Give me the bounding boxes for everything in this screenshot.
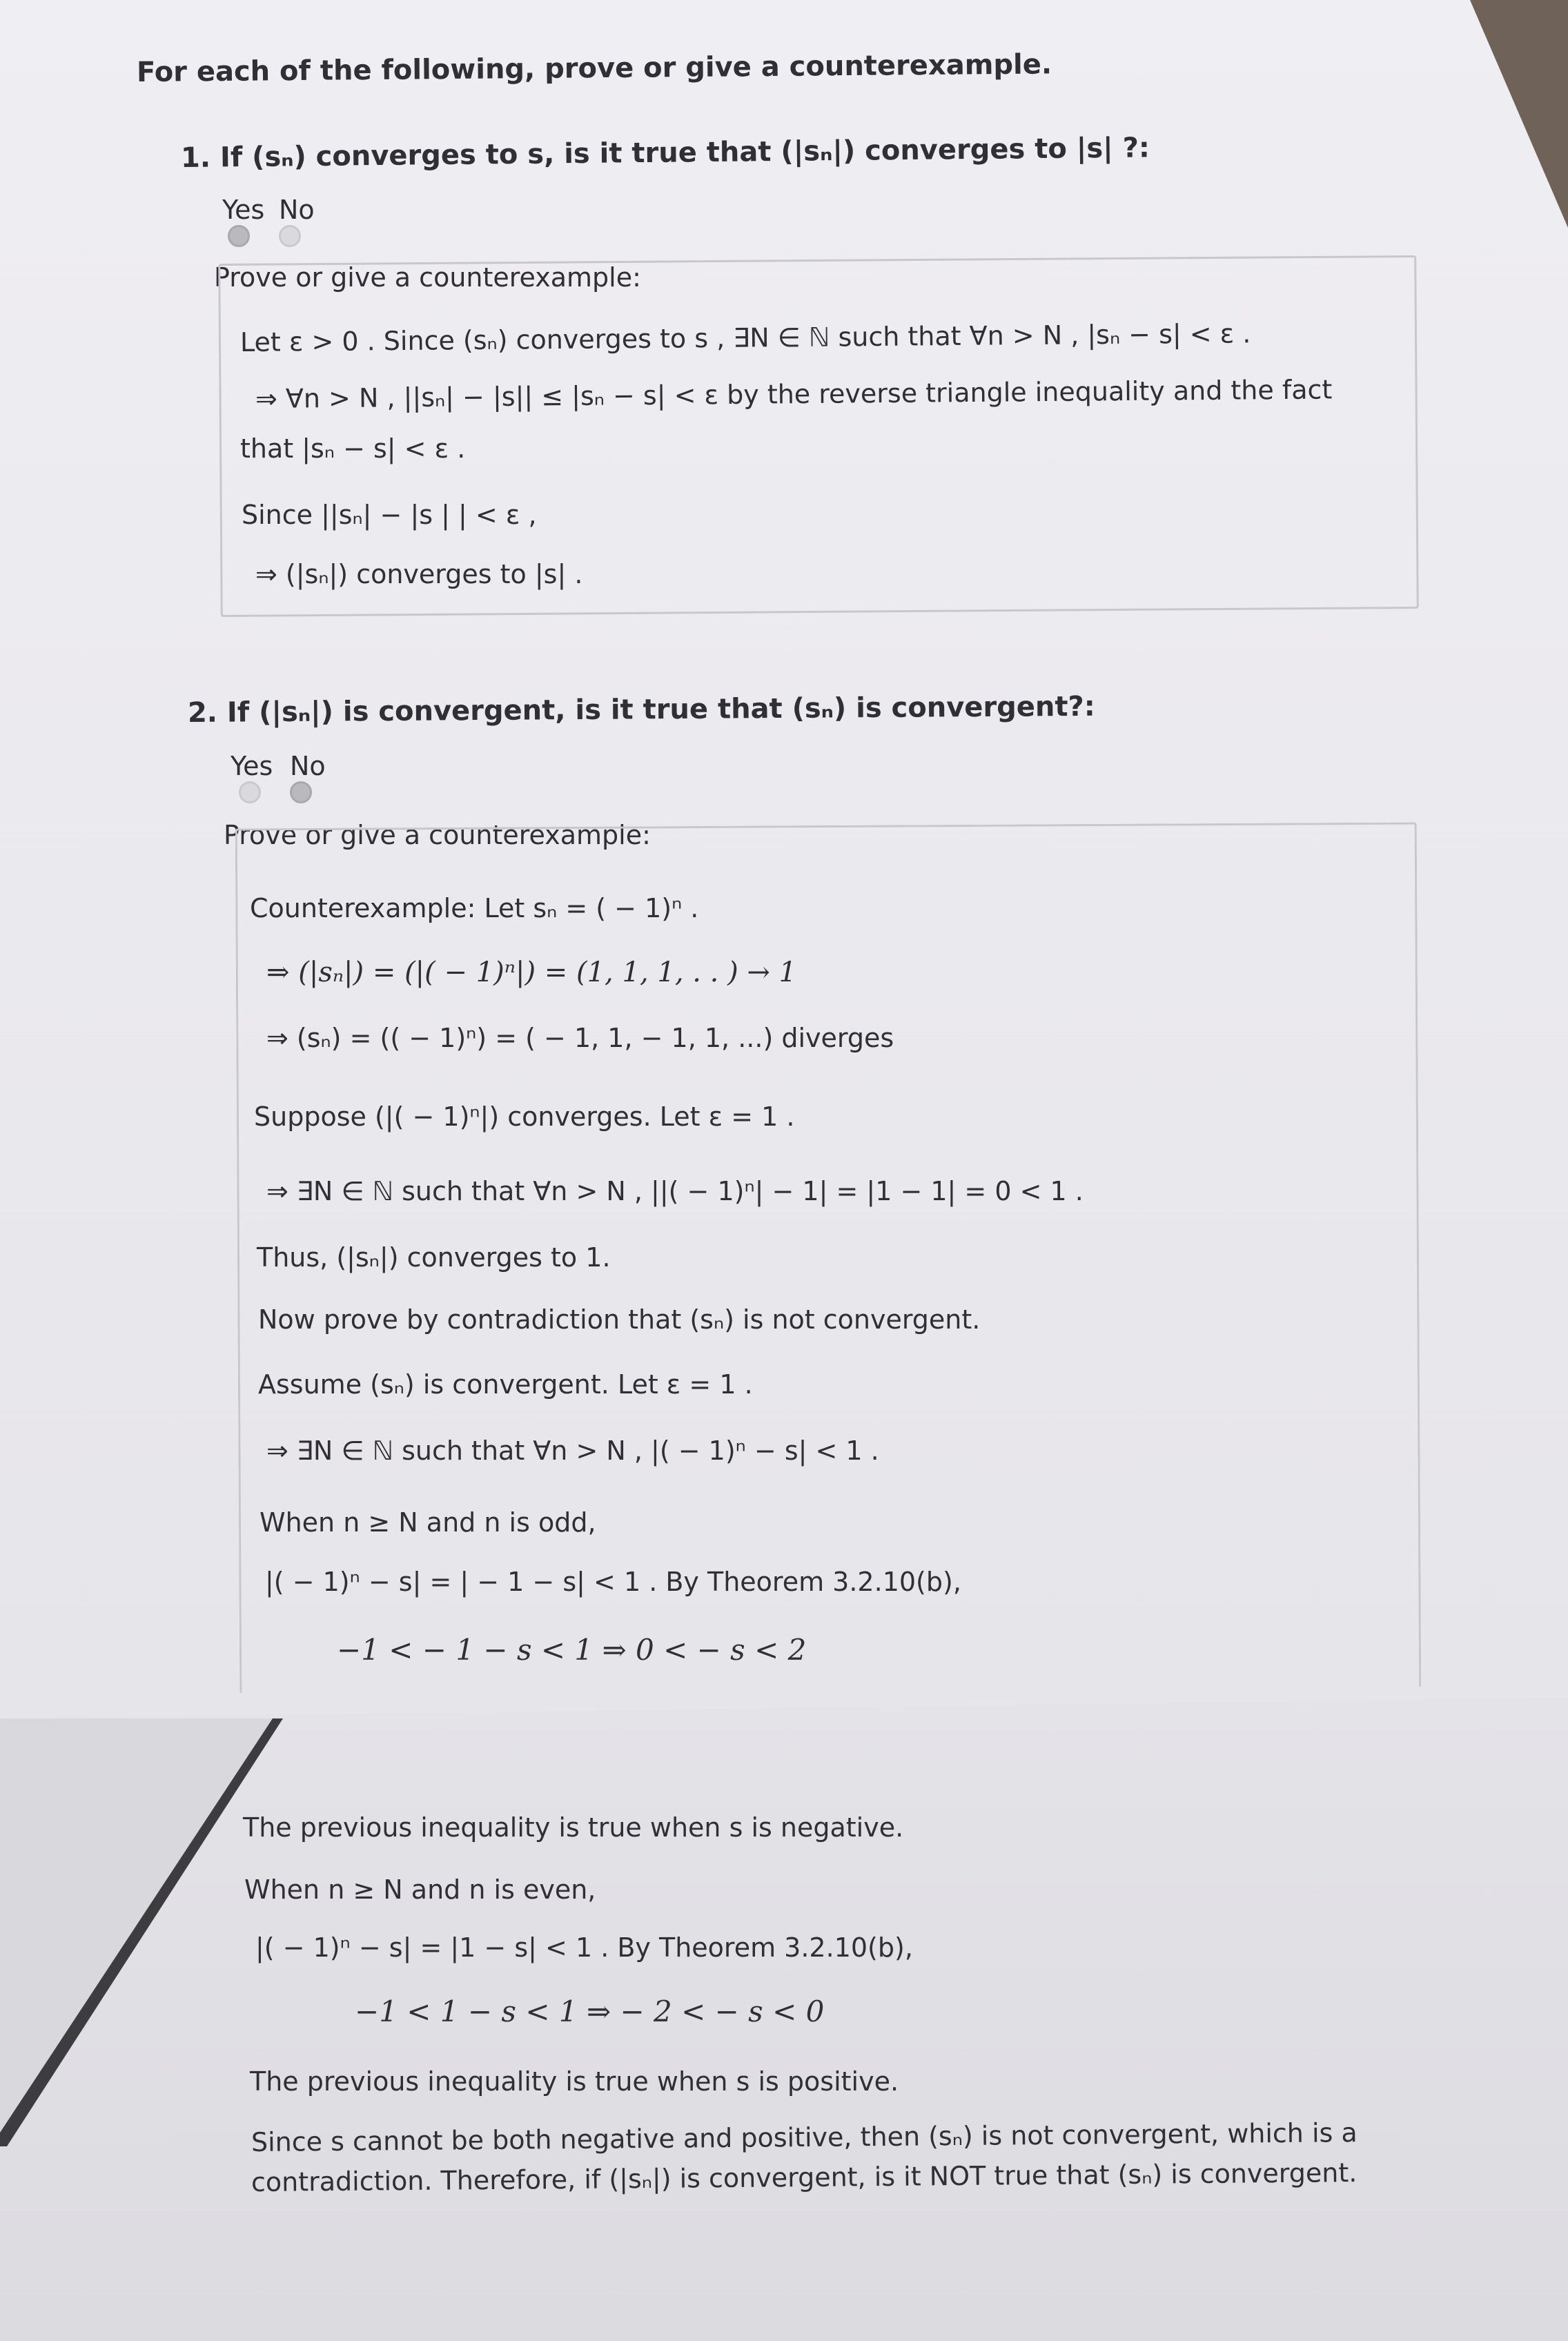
q2-line-7: Now prove by contradiction that (sₙ) is not convergent. <box>258 1304 981 1335</box>
q2-prompt: Prove or give a counterexample: <box>224 820 651 850</box>
q2-radio-no[interactable] <box>290 781 312 803</box>
instructions: For each of the following, prove or give a counterexample. <box>136 48 1052 88</box>
q1-line-5: ⇒ (|sₙ|) converges to |s| . <box>255 559 583 589</box>
q2-line-6: Thus, (|sₙ|) converges to 1. <box>257 1242 611 1273</box>
q2-cont-line-5: The previous inequality is true when s is positive. <box>250 2066 899 2097</box>
q2-option-no-label: No <box>290 751 326 781</box>
q1-option-no-label: No <box>279 195 315 225</box>
q2-line-9: ⇒ ∃N ∈ ℕ such that ∀n > N , |( − 1)ⁿ − s| < 1 . <box>266 1436 879 1466</box>
q1-line-2: ⇒ ∀n > N , ||sₙ| − |s|| ≤ |sₙ − s| < ε by the reverse triangle inequality and the fact <box>255 374 1333 414</box>
q2-line-5: ⇒ ∃N ∈ ℕ such that ∀n > N , ||( − 1)ⁿ| − 1| = |1 − 1| = 0 < 1 . <box>266 1176 1084 1206</box>
q2-line-3: ⇒ (sₙ) = (( − 1)ⁿ) = ( − 1, 1, − 1, 1, ...) diverges <box>266 1023 894 1053</box>
q2-cont-line-1: The previous inequality is true when s is negative. <box>243 1812 904 1843</box>
q2-cont-line-6: Since s cannot be both negative and positive, then (sₙ) is not convergent, which is a <box>251 2117 1358 2157</box>
q2-line-1: Counterexample: Let sₙ = ( − 1)ⁿ . <box>250 893 699 923</box>
q1-radio-yes[interactable] <box>228 225 250 247</box>
q1-line-1: Let ε > 0 . Since (sₙ) converges to s , ∃N ∈ ℕ such that ∀n > N , |sₙ − s| < ε . <box>239 318 1251 357</box>
q2-cont-line-2: When n ≥ N and n is even, <box>244 1874 596 1905</box>
q1-option-yes-label: Yes <box>222 195 265 225</box>
q1-prompt: Prove or give a counterexample: <box>214 262 641 293</box>
question-1-text: 1. If (sₙ) converges to s, is it true that (|sₙ|) converges to |s| ?: <box>180 132 1150 174</box>
q2-cont-line-4: −1 < 1 − s < 1 ⇒ − 2 < − s < 0 <box>355 1995 825 2028</box>
q2-line-4: Suppose (|( − 1)ⁿ|) converges. Let ε = 1 . <box>254 1101 795 1132</box>
q2-line-10: When n ≥ N and n is odd, <box>259 1507 596 1538</box>
question-2-text: 2. If (|sₙ|) is convergent, is it true that (sₙ) is convergent?: <box>187 690 1095 729</box>
q2-cont-line-3: |( − 1)ⁿ − s| = |1 − s| < 1 . By Theorem 3.2.10(b), <box>255 1932 913 1963</box>
q2-option-yes-label: Yes <box>231 751 273 781</box>
q2-line-8: Assume (sₙ) is convergent. Let ε = 1 . <box>258 1369 753 1400</box>
q2-line-12: −1 < − 1 − s < 1 ⇒ 0 < − s < 2 <box>337 1633 807 1667</box>
q2-radio-yes[interactable] <box>239 781 261 803</box>
q1-line-3: that |sₙ − s| < ε . <box>240 433 466 464</box>
q2-line-2: ⇒ (|sₙ|) = (|( − 1)ⁿ|) = (1, 1, 1, . . ) → 1 <box>266 957 797 988</box>
q2-line-11: |( − 1)ⁿ − s| = | − 1 − s| < 1 . By Theorem 3.2.10(b), <box>265 1567 961 1597</box>
q1-line-4: Since ||sₙ| − |s | | < ε , <box>242 500 537 530</box>
q1-radio-no[interactable] <box>279 225 301 247</box>
q2-cont-line-7: contradiction. Therefore, if (|sₙ|) is convergent, is it NOT true that (sₙ) is convergent. <box>251 2157 1358 2197</box>
